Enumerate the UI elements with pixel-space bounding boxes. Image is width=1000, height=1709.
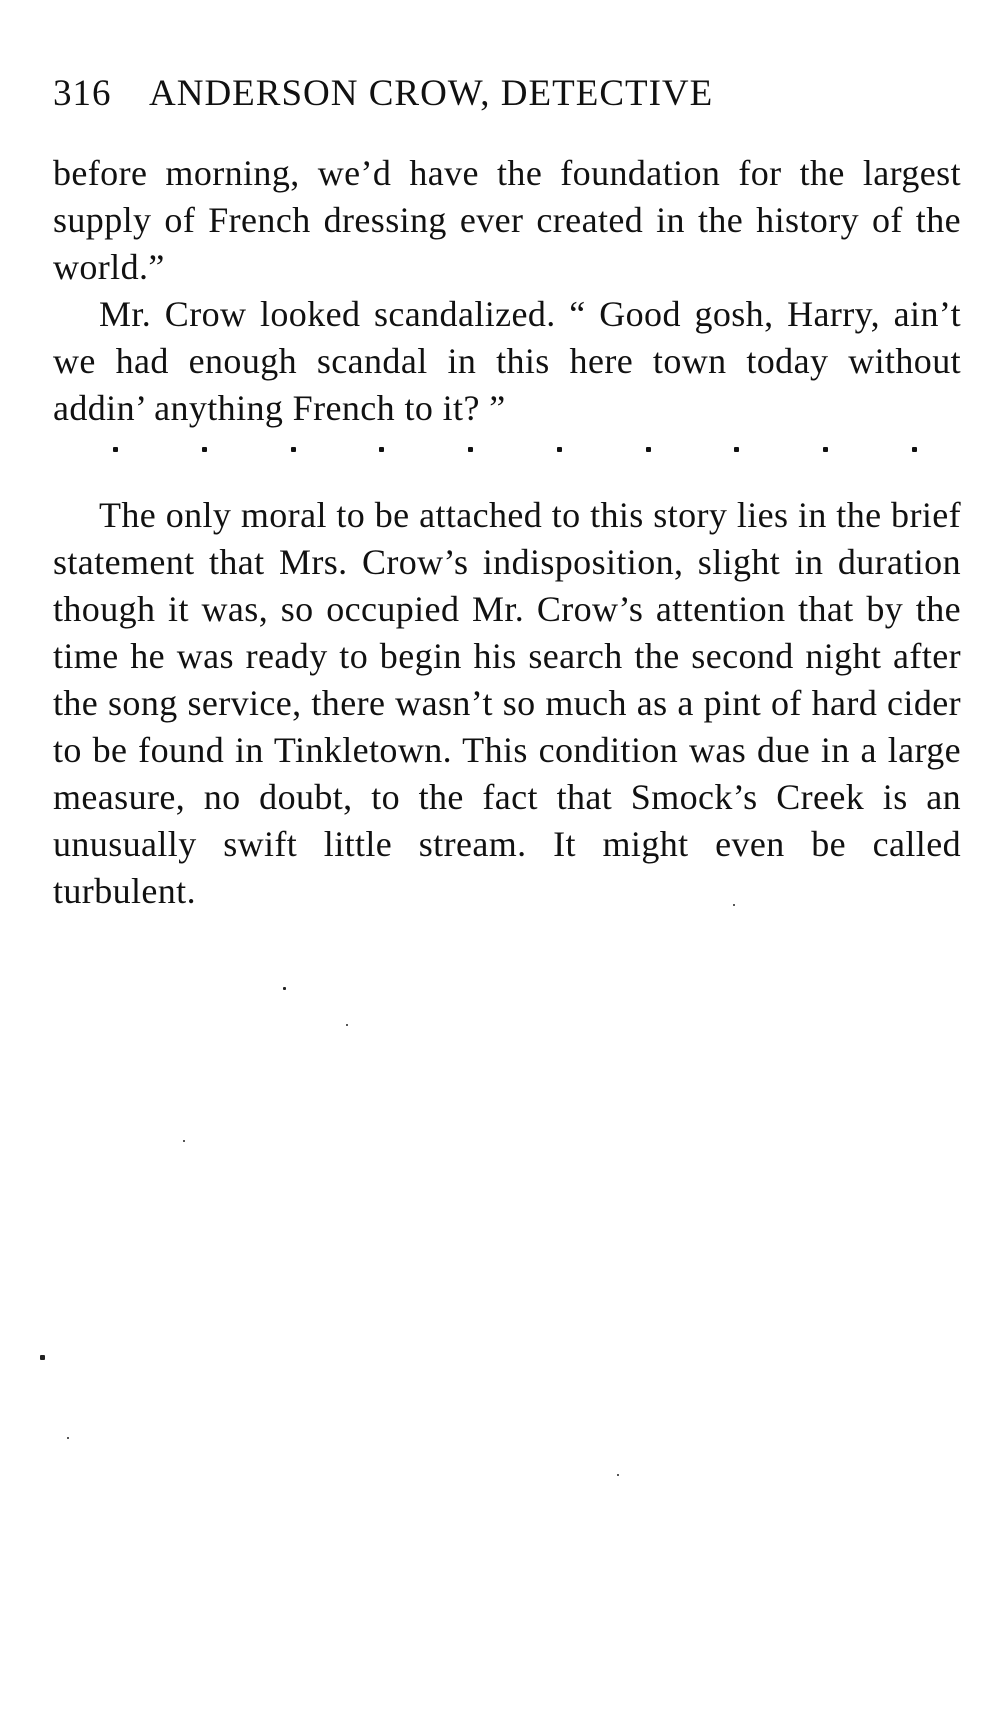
paragraph-dialogue: Mr. Crow looked scandalized. “ Good gosh, Harry, ain’t we had enough scandal in this here town today without addin’ anything French to it? ” [53, 294, 961, 428]
scan-speck [67, 1437, 69, 1439]
section-break-dot [823, 447, 828, 452]
scan-speck [183, 1140, 185, 1142]
section-break-dot [468, 447, 473, 452]
scan-speck [617, 1474, 619, 1476]
section-break-dot [202, 447, 207, 452]
paragraph-moral: The only moral to be attached to this story lies in the brief statement that Mrs. Crow’s indisposition, slight in duration though it was, so occupied Mr. Crow’s attention that by the time he was ready to begin his search the second night after the song service, there wasn’t so much as a pint of hard cider to be found in Tinkletown. This condition was due in a large measure, no doubt, to the fact that Smock’s Creek is an unusually swift little stream. It might even be called turbulent. [53, 495, 961, 911]
section-break-dot [291, 447, 296, 452]
page-number: 316 [53, 73, 112, 114]
scan-speck [40, 1355, 45, 1360]
running-head [53, 72, 961, 115]
scan-speck [346, 1024, 348, 1026]
section-break-dot [912, 447, 917, 452]
running-title: ANDERSON CROW, DETECTIVE [149, 73, 714, 114]
body-text [53, 150, 961, 915]
paragraph-continuation: before morning, we’d have the foundation for the largest supply of French dressing ever created in the history of the world.” [53, 153, 961, 287]
scan-speck [283, 987, 286, 990]
section-break-dot [734, 447, 739, 452]
section-break-dot [113, 447, 118, 452]
section-break-dot [646, 447, 651, 452]
section-break-dot [379, 447, 384, 452]
section-break-dots [53, 434, 961, 464]
scan-speck [733, 904, 735, 906]
section-break-dot [557, 447, 562, 452]
